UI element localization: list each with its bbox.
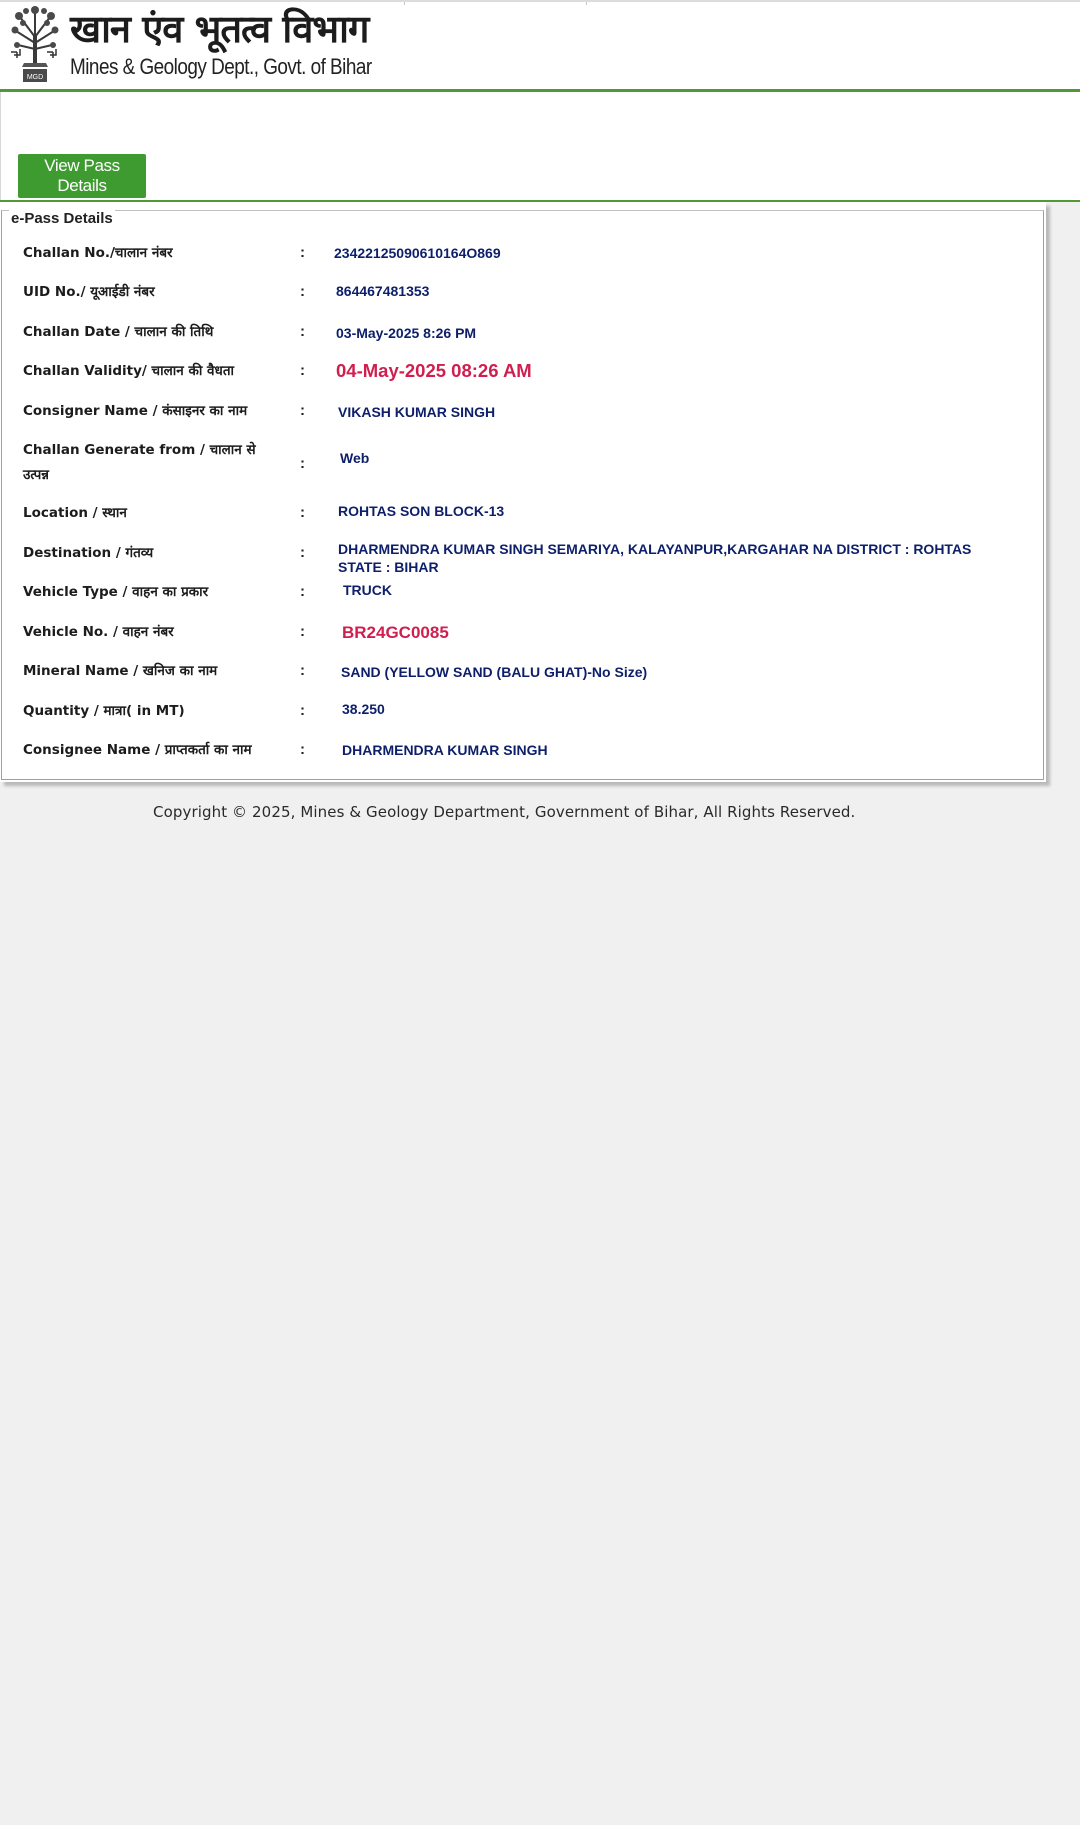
mineral-name-label: Mineral Name / खनिज का नाम (23, 663, 218, 679)
uid-no-label: UID No./ यूआईडी नंबर (23, 284, 155, 300)
vehicle-no-value: BR24GC0085 (342, 623, 449, 642)
consignee-name-label: Consignee Name / प्राप्तकर्ता का नाम (23, 742, 252, 758)
site-header (0, 0, 1080, 92)
separator: : (300, 323, 305, 340)
mineral-name-value: SAND (YELLOW SAND (BALU GHAT)-No Size) (341, 664, 648, 680)
location-value: ROHTAS SON BLOCK-13 (338, 503, 505, 519)
site-title-english: Mines & Geology Dept., Govt. of Bihar (70, 54, 372, 79)
consigner-name-label: Consigner Name / कंसाइनर का नाम (23, 403, 248, 419)
challan-validity-value: 04-May-2025 08:26 AM (336, 360, 532, 381)
separator: : (300, 455, 305, 472)
view-pass-details-button[interactable]: View Pass Details (18, 154, 146, 198)
vehicle-type-value: TRUCK (343, 582, 392, 598)
quantity-value: 38.250 (342, 701, 385, 717)
location-label: Location / स्थान (23, 505, 127, 521)
separator: : (300, 402, 305, 419)
challan-generate-from-label: Challan Generate from / चालान से उत्पन्न (23, 442, 256, 483)
challan-no-value: 23422125090610164O869 (334, 245, 501, 261)
challan-validity-label: Challan Validity/ चालान की वैधता (23, 363, 235, 379)
header-divider (404, 2, 405, 5)
destination-label: Destination / गंतव्य (23, 545, 154, 561)
separator: : (300, 283, 305, 300)
vehicle-no-label: Vehicle No. / वाहन नंबर (23, 624, 174, 640)
consignee-name-value: DHARMENDRA KUMAR SINGH (342, 742, 548, 758)
uid-no-value: 864467481353 (336, 283, 430, 299)
footer-copyright: Copyright © 2025, Mines & Geology Department, Government of Bihar, All Rights Reserved. (153, 803, 856, 821)
nav-band-border (0, 92, 1, 200)
site-title-hindi: खान एंव भूतत्व विभाग (70, 7, 369, 51)
challan-date-value: 03-May-2025 8:26 PM (336, 325, 477, 341)
separator: : (300, 362, 305, 379)
consigner-name-value: VIKASH KUMAR SINGH (338, 404, 496, 420)
logo-badge: MGD (26, 74, 44, 81)
header-divider (586, 2, 587, 5)
vehicle-type-label: Vehicle Type / वाहन का प्रकार (23, 584, 209, 600)
challan-no-label: Challan No./चालान नंबर (23, 245, 173, 261)
quantity-label: Quantity / मात्रा( in MT) (23, 703, 185, 719)
epass-legend: e-Pass Details (11, 210, 113, 227)
separator: : (300, 623, 305, 640)
separator: : (300, 662, 305, 679)
bihar-emblem-tree-icon (10, 5, 60, 83)
separator: : (300, 741, 305, 758)
separator: : (300, 544, 305, 561)
separator: : (300, 244, 305, 261)
destination-value: DHARMENDRA KUMAR SINGH SEMARIYA, KALAYANPUR,KARGAHAR NA DISTRICT : ROHTAS STATE : BIHAR (338, 541, 972, 575)
epass-details-panel (0, 202, 1046, 782)
separator: : (300, 504, 305, 521)
nav-band (0, 92, 1080, 202)
separator: : (300, 702, 305, 719)
epass-fieldset (1, 210, 1044, 780)
challan-generate-from-value: Web (340, 450, 370, 466)
separator: : (300, 583, 305, 600)
challan-date-label: Challan Date / चालान की तिथि (23, 324, 214, 340)
